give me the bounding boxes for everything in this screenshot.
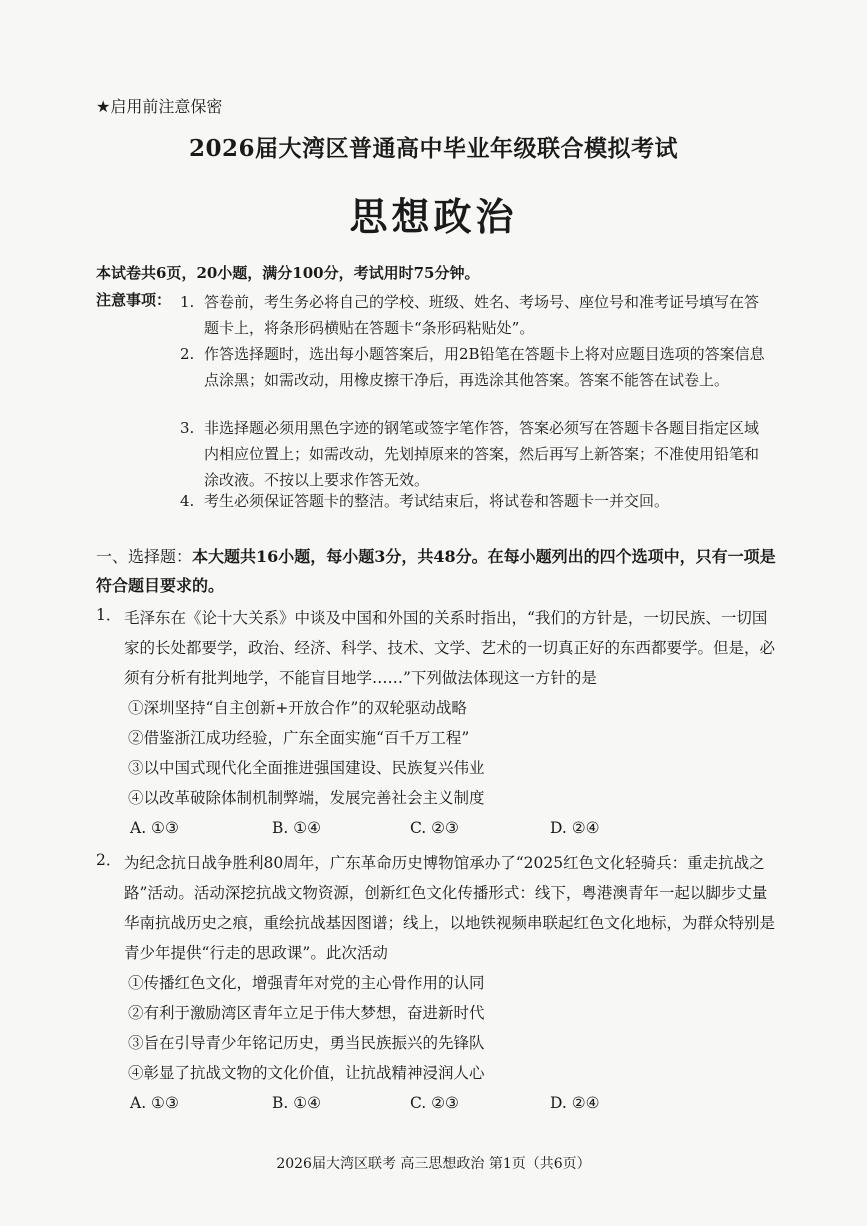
- choice-b: B. ①④: [272, 819, 322, 837]
- statement-option: ④以改革破除体制机制弊端，发展完善社会主义制度: [128, 789, 485, 807]
- question-1: [96, 603, 776, 843]
- notice-item: [180, 289, 770, 341]
- choice-b: B. ①④: [272, 1094, 322, 1112]
- confidential-mark: ★启用前注意保密: [96, 97, 223, 116]
- answer-choices: [130, 1088, 776, 1118]
- page-footer: 2026届大湾区联考 高三思想政治 第1页（共6页）: [276, 1156, 591, 1172]
- choice-d: D. ②④: [550, 819, 600, 837]
- notice-item: [180, 415, 770, 493]
- choice-c: C. ②③: [410, 1094, 459, 1112]
- statement-option: ③以中国式现代化全面推进强国建设、民族复兴伟业: [128, 759, 485, 777]
- question-stem: 毛泽东在《论十大关系》中谈及中国和外国的关系时指出，“我们的方针是，一切民族、一切国家的长处都要学，政治、经济、科学、技术、文学、艺术的一切真正好的东西都要学。但是，必须有分析有批判地学，不能盲目地学……”下列做法体现这一方针的是: [124, 609, 776, 687]
- statement-option: ①传播红色文化，增强青年对党的主心骨作用的认同: [128, 974, 485, 992]
- notice-item-number: 1.: [180, 293, 195, 311]
- choice-a: A. ①③: [130, 1094, 179, 1112]
- section-header: [96, 542, 776, 600]
- question-number: 2．: [96, 851, 122, 869]
- choice-d: D. ②④: [550, 1094, 600, 1112]
- notice-item-text: 考生必须保证答题卡的整洁。考试结束后，将试卷和答题卡一并交回。: [204, 492, 670, 510]
- notice-item-number: 2.: [180, 345, 195, 363]
- question-2: [96, 848, 776, 1118]
- notice-item-text: 答卷前，考生务必将自己的学校、班级、姓名、考场号、座位号和准考证号填写在答题卡上，将条形码横贴在答题卡“条形码粘贴处”。: [204, 293, 760, 337]
- choice-a: A. ①③: [130, 819, 179, 837]
- statement-option: ②有利于激励湾区青年立足于伟大梦想，奋进新时代: [128, 1004, 485, 1022]
- notice-item-number: 3.: [180, 419, 195, 437]
- exam-title: 2026届大湾区普通高中毕业年级联合模拟考试: [188, 135, 678, 162]
- exam-info-line: 本试卷共6页，20小题，满分100分，考试用时75分钟。: [96, 264, 480, 282]
- notice-item-text: 作答选择题时，选出每小题答案后，用2B铅笔在答题卡上将对应题目选项的答案信息点涂黑；如需改动，用橡皮擦干净后，再选涂其他答案。答案不能答在试卷上。: [204, 345, 765, 389]
- question-number: 1．: [96, 606, 122, 624]
- choice-c: C. ②③: [410, 819, 459, 837]
- section-text: 本大题共16小题，每小题3分，共48分。在每小题列出的四个选项中，只有一项是符合题目要求的。: [96, 547, 776, 595]
- statement-option: ②借鉴浙江成功经验，广东全面实施“百千万工程”: [128, 729, 470, 747]
- notice-item: [180, 488, 770, 514]
- question-stem: 为纪念抗日战争胜利80周年，广东革命历史博物馆承办了“2025红色文化轻骑兵：重走抗战之路”活动。活动深挖抗战文物资源，创新红色文化传播形式：线下，粤港澳青年一起以脚步丈量华南抗战历史之痕，重绘抗战基因图谱；线上，以地铁视频串联起红色文化地标，为群众特别是青少年提供“行走的思政课”。此次活动: [124, 854, 776, 962]
- answer-choices: [130, 813, 776, 843]
- subject-title: 思想政治: [349, 194, 518, 239]
- notice-item: [180, 341, 770, 393]
- notice-item-number: 4.: [180, 492, 195, 510]
- notice-item-text: 非选择题必须用黑色字迹的钢笔或签字笔作答，答案必须写在答题卡各题目指定区域内相应位置上；如需改动，先划掉原来的答案，然后再写上新答案；不准使用铅笔和涂改液。不按以上要求作答无效。: [204, 419, 760, 489]
- statement-option: ①深圳坚持“自主创新+开放合作”的双轮驱动战略: [128, 699, 467, 717]
- notice-label: 注意事项：: [96, 291, 172, 309]
- statement-option: ④彰显了抗战文物的文化价值，让抗战精神浸润人心: [128, 1064, 485, 1082]
- statement-option: ③旨在引导青少年铭记历史，勇当民族振兴的先锋队: [128, 1034, 485, 1052]
- section-prefix: 一、选择题：: [96, 547, 193, 566]
